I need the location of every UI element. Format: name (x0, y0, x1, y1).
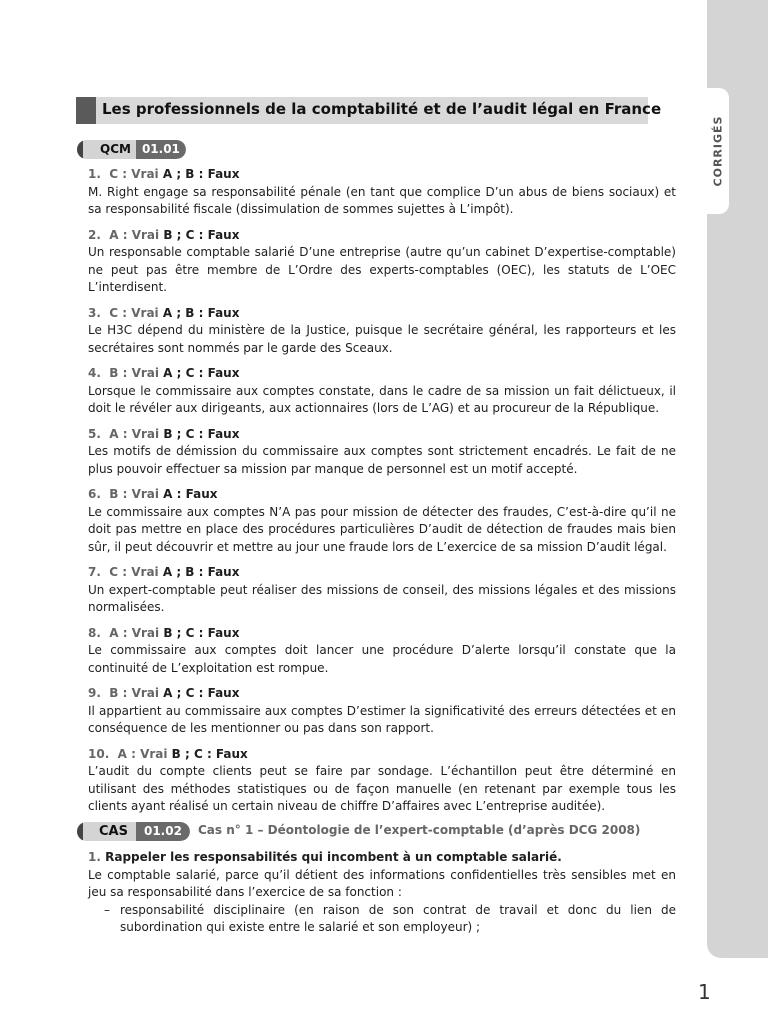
question-item (88, 365, 676, 418)
question-answer-false: B ; C : Faux (159, 426, 240, 441)
qcm-badge-number: 01.01 (136, 140, 186, 159)
question-number: 9. (88, 686, 101, 700)
question-number: 1. (88, 167, 101, 181)
cas-bullet-text: responsabilité disciplinaire (en raison de son contrat de travail et donc du lien de subordination qui existe entre le salarié et son employeur) ; (120, 902, 676, 934)
section-title: Les professionnels de la comptabilité et de l’audit légal en France (102, 100, 662, 118)
question-answer-true: A : Vrai (109, 426, 160, 441)
cas-bullet-dash: – (104, 902, 110, 917)
question-header (88, 227, 676, 245)
questions-list (88, 166, 676, 824)
question-answer-true: B : Vrai (109, 366, 159, 380)
question-answer-false: B ; C : Faux (159, 625, 240, 640)
question-answer-false: A ; B : Faux (158, 167, 240, 181)
question-header (88, 365, 676, 383)
question-answer-true: A : Vrai (109, 227, 160, 242)
cas-question-text: Rappeler les responsabilités qui incombent à un comptable salarié. (105, 850, 562, 864)
question-item (88, 486, 676, 556)
question-explanation: Un responsable comptable salarié D’une entreprise (autre qu’un cabinet D’expertise-comptable) ne peut pas être membre de L’Ordre des experts-comptables (OEC), les statuts de L’OEC L’interdisent. (88, 245, 676, 294)
question-explanation: Il appartient au commissaire aux comptes D’estimer la significativité des erreurs détectées et en conséquence de les mentionner ou pas dans son rapport. (88, 703, 676, 735)
cas-question-number: 1. (88, 850, 101, 864)
question-item (88, 625, 676, 678)
question-header (88, 166, 676, 184)
question-item (88, 685, 676, 738)
question-answer-false: A : Faux (159, 487, 218, 501)
qcm-badge (77, 140, 186, 159)
question-header (88, 305, 676, 323)
question-explanation: Le H3C dépend du ministère de la Justice, puisque le secrétaire général, les rapporteurs et les secrétaires sont nommés par le garde des Sceaux. (88, 323, 676, 355)
question-answer-true: B : Vrai (109, 686, 159, 700)
question-explanation: Le commissaire aux comptes N’A pas pour mission de détecter des fraudes, C’est-à-dire qu’il ne doit pas mettre en place des procédures particulières D’audit de détection de fraudes mais bien sûr, il peut découvrir et mettre au jour une fraude lors de L’exercice de sa mission D’audit légal. (88, 504, 676, 554)
qcm-badge-kind: QCM (77, 140, 136, 159)
cas-question (88, 849, 676, 867)
question-answer-false: A ; C : Faux (159, 366, 240, 380)
question-item (88, 746, 676, 816)
cas-badge (77, 822, 190, 841)
question-header (88, 486, 676, 504)
question-number: 3. (88, 305, 101, 320)
question-explanation: Les motifs de démission du commissaire aux comptes sont strictement encadrés. Le fait de ne plus pouvoir effectuer sa mission par manque de personnel est un motif accepté. (88, 444, 676, 476)
question-answer-false: B ; C : Faux (159, 227, 240, 242)
side-label (707, 88, 729, 214)
cas-badge-number: 01.02 (136, 822, 190, 841)
question-header (88, 564, 676, 582)
question-header (88, 746, 676, 764)
question-item (88, 305, 676, 358)
question-item (88, 426, 676, 479)
question-answer-false: A ; B : Faux (158, 305, 240, 320)
question-answer-false: A ; B : Faux (158, 565, 240, 579)
cas-paragraph: Le comptable salarié, parce qu’il détient des informations confidentielles très sensibles met en jeu sa responsabilité dans l’exercice de sa fonction : (88, 867, 676, 899)
question-number: 2. (88, 227, 101, 242)
section-title-bar (76, 97, 662, 124)
cas-title: Cas n° 1 – Déontologie de l’expert-comptable (d’après DCG 2008) (198, 823, 641, 837)
cas-badge-kind: CAS (77, 822, 136, 841)
question-item (88, 227, 676, 297)
question-explanation: Le commissaire aux comptes doit lancer une procédure D’alerte lorsqu’il constate que la continuité de L’exploitation est rompue. (88, 643, 676, 675)
cas-bullet-list (88, 902, 676, 937)
question-item (88, 166, 676, 219)
question-number: 5. (88, 426, 101, 441)
question-answer-true: B : Vrai (109, 487, 159, 501)
question-explanation: Un expert-comptable peut réaliser des missions de conseil, des missions légales et des missions normalisées. (88, 582, 676, 614)
question-explanation: M. Right engage sa responsabilité pénale (en tant que complice D’un abus de biens sociaux) et sa responsabilité fiscale (dissimulation de sommes sujettes à L’impôt). (88, 184, 676, 216)
cas-bullet (88, 902, 676, 937)
question-answer-true: C : Vrai (109, 167, 159, 181)
question-answer-true: A : Vrai (109, 625, 160, 640)
question-answer-false: B ; C : Faux (167, 746, 248, 761)
question-number: 4. (88, 366, 101, 380)
question-explanation: L’audit du compte clients peut se faire par sondage. L’échantillon peut être déterminé en utilisant des méthodes statistiques ou de façon manuelle (en retenant par exemple tous les clients ayant réalisé un certain niveau de chiffre D’affaires avec L’entreprise auditée). (88, 764, 676, 813)
side-label-text: CORRIGÉS (711, 115, 725, 187)
question-answer-false: A ; C : Faux (159, 686, 240, 700)
question-header (88, 426, 676, 444)
question-number: 8. (88, 625, 101, 640)
question-explanation: Lorsque le commissaire aux comptes constate, dans le cadre de sa mission un fait délictueux, il doit le révéler aux dirigeants, aux actionnaires (lors de L’AG) et au procureur de la République. (88, 383, 676, 415)
question-item (88, 564, 676, 617)
question-number: 7. (88, 565, 101, 579)
question-header (88, 685, 676, 703)
question-answer-true: C : Vrai (109, 565, 159, 579)
cas-content (88, 849, 676, 937)
question-answer-true: A : Vrai (117, 746, 168, 761)
question-number: 6. (88, 487, 101, 501)
page-number: 1 (698, 980, 711, 1004)
question-number: 10. (88, 746, 110, 761)
question-header (88, 625, 676, 643)
question-answer-true: C : Vrai (109, 305, 159, 320)
